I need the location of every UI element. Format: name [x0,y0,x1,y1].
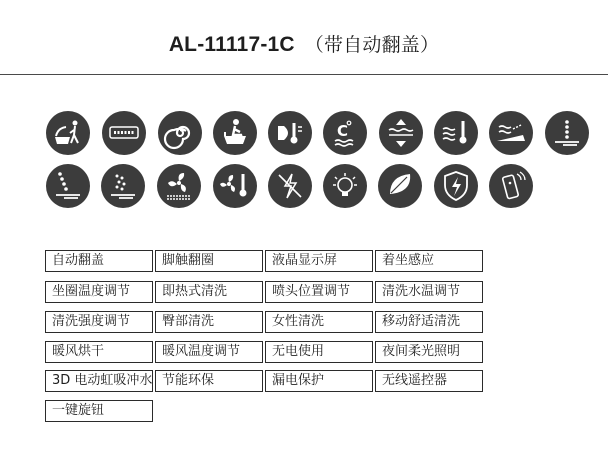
feature-label: 清洗强度调节 [45,311,153,333]
feature-label: 夜间柔光照明 [375,341,483,363]
feature-label: 一键旋钮 [45,400,153,422]
feature-label: 液晶显示屏 [265,250,373,272]
feature-label: 暖风温度调节 [155,341,263,363]
feature-label: 无电使用 [265,341,373,363]
auto-lid-icon [46,111,90,155]
feature-label: 女性清洗 [265,311,373,333]
feature-label: 节能环保 [155,370,263,392]
bubble-wash-icon [101,164,145,208]
position-adjust-icon [545,111,589,155]
feature-label: 无线遥控器 [375,370,483,392]
model-number: AL-11117-1C [168,33,295,56]
feature-label: 着坐感应 [375,250,483,272]
water-level-adjust-icon [379,111,423,155]
model-subtitle: （带自动翻盖） [304,34,440,56]
feature-label: 喷头位置调节 [265,281,373,303]
svg-text:C: C [337,122,349,140]
spiral-icon [158,111,202,155]
feature-label: 漏电保护 [265,370,373,392]
feature-label: 自动翻盖 [45,250,153,272]
led-display-icon [102,111,146,155]
feature-label: 暖风烘干 [45,341,153,363]
feature-label: 即热式清洗 [155,281,263,303]
feature-label: 清洗水温调节 [375,281,483,303]
night-light-icon [323,164,367,208]
deodorize-leaf-icon [378,164,422,208]
wash-nozzle-icon [489,111,533,155]
pulse-wash-icon [46,164,90,208]
feature-label: 3D 电动虹吸冲水 [45,370,153,392]
remote-control-icon [489,164,533,208]
nozzle-temperature-icon [268,111,312,155]
leakage-shield-icon [434,164,478,208]
seat-sensor-icon [213,111,257,155]
warm-air-fan-icon [157,164,201,208]
fan-temperature-icon [213,164,257,208]
water-celsius-icon [323,111,367,155]
feature-label: 臀部清洗 [155,311,263,333]
feature-label: 坐圈温度调节 [45,281,153,303]
header-divider [0,74,608,75]
page-title [0,30,608,57]
water-temperature-icon [434,111,478,155]
feature-label: 脚触翻圈 [155,250,263,272]
feature-label: 移动舒适清洗 [375,311,483,333]
no-power-icon [268,164,312,208]
